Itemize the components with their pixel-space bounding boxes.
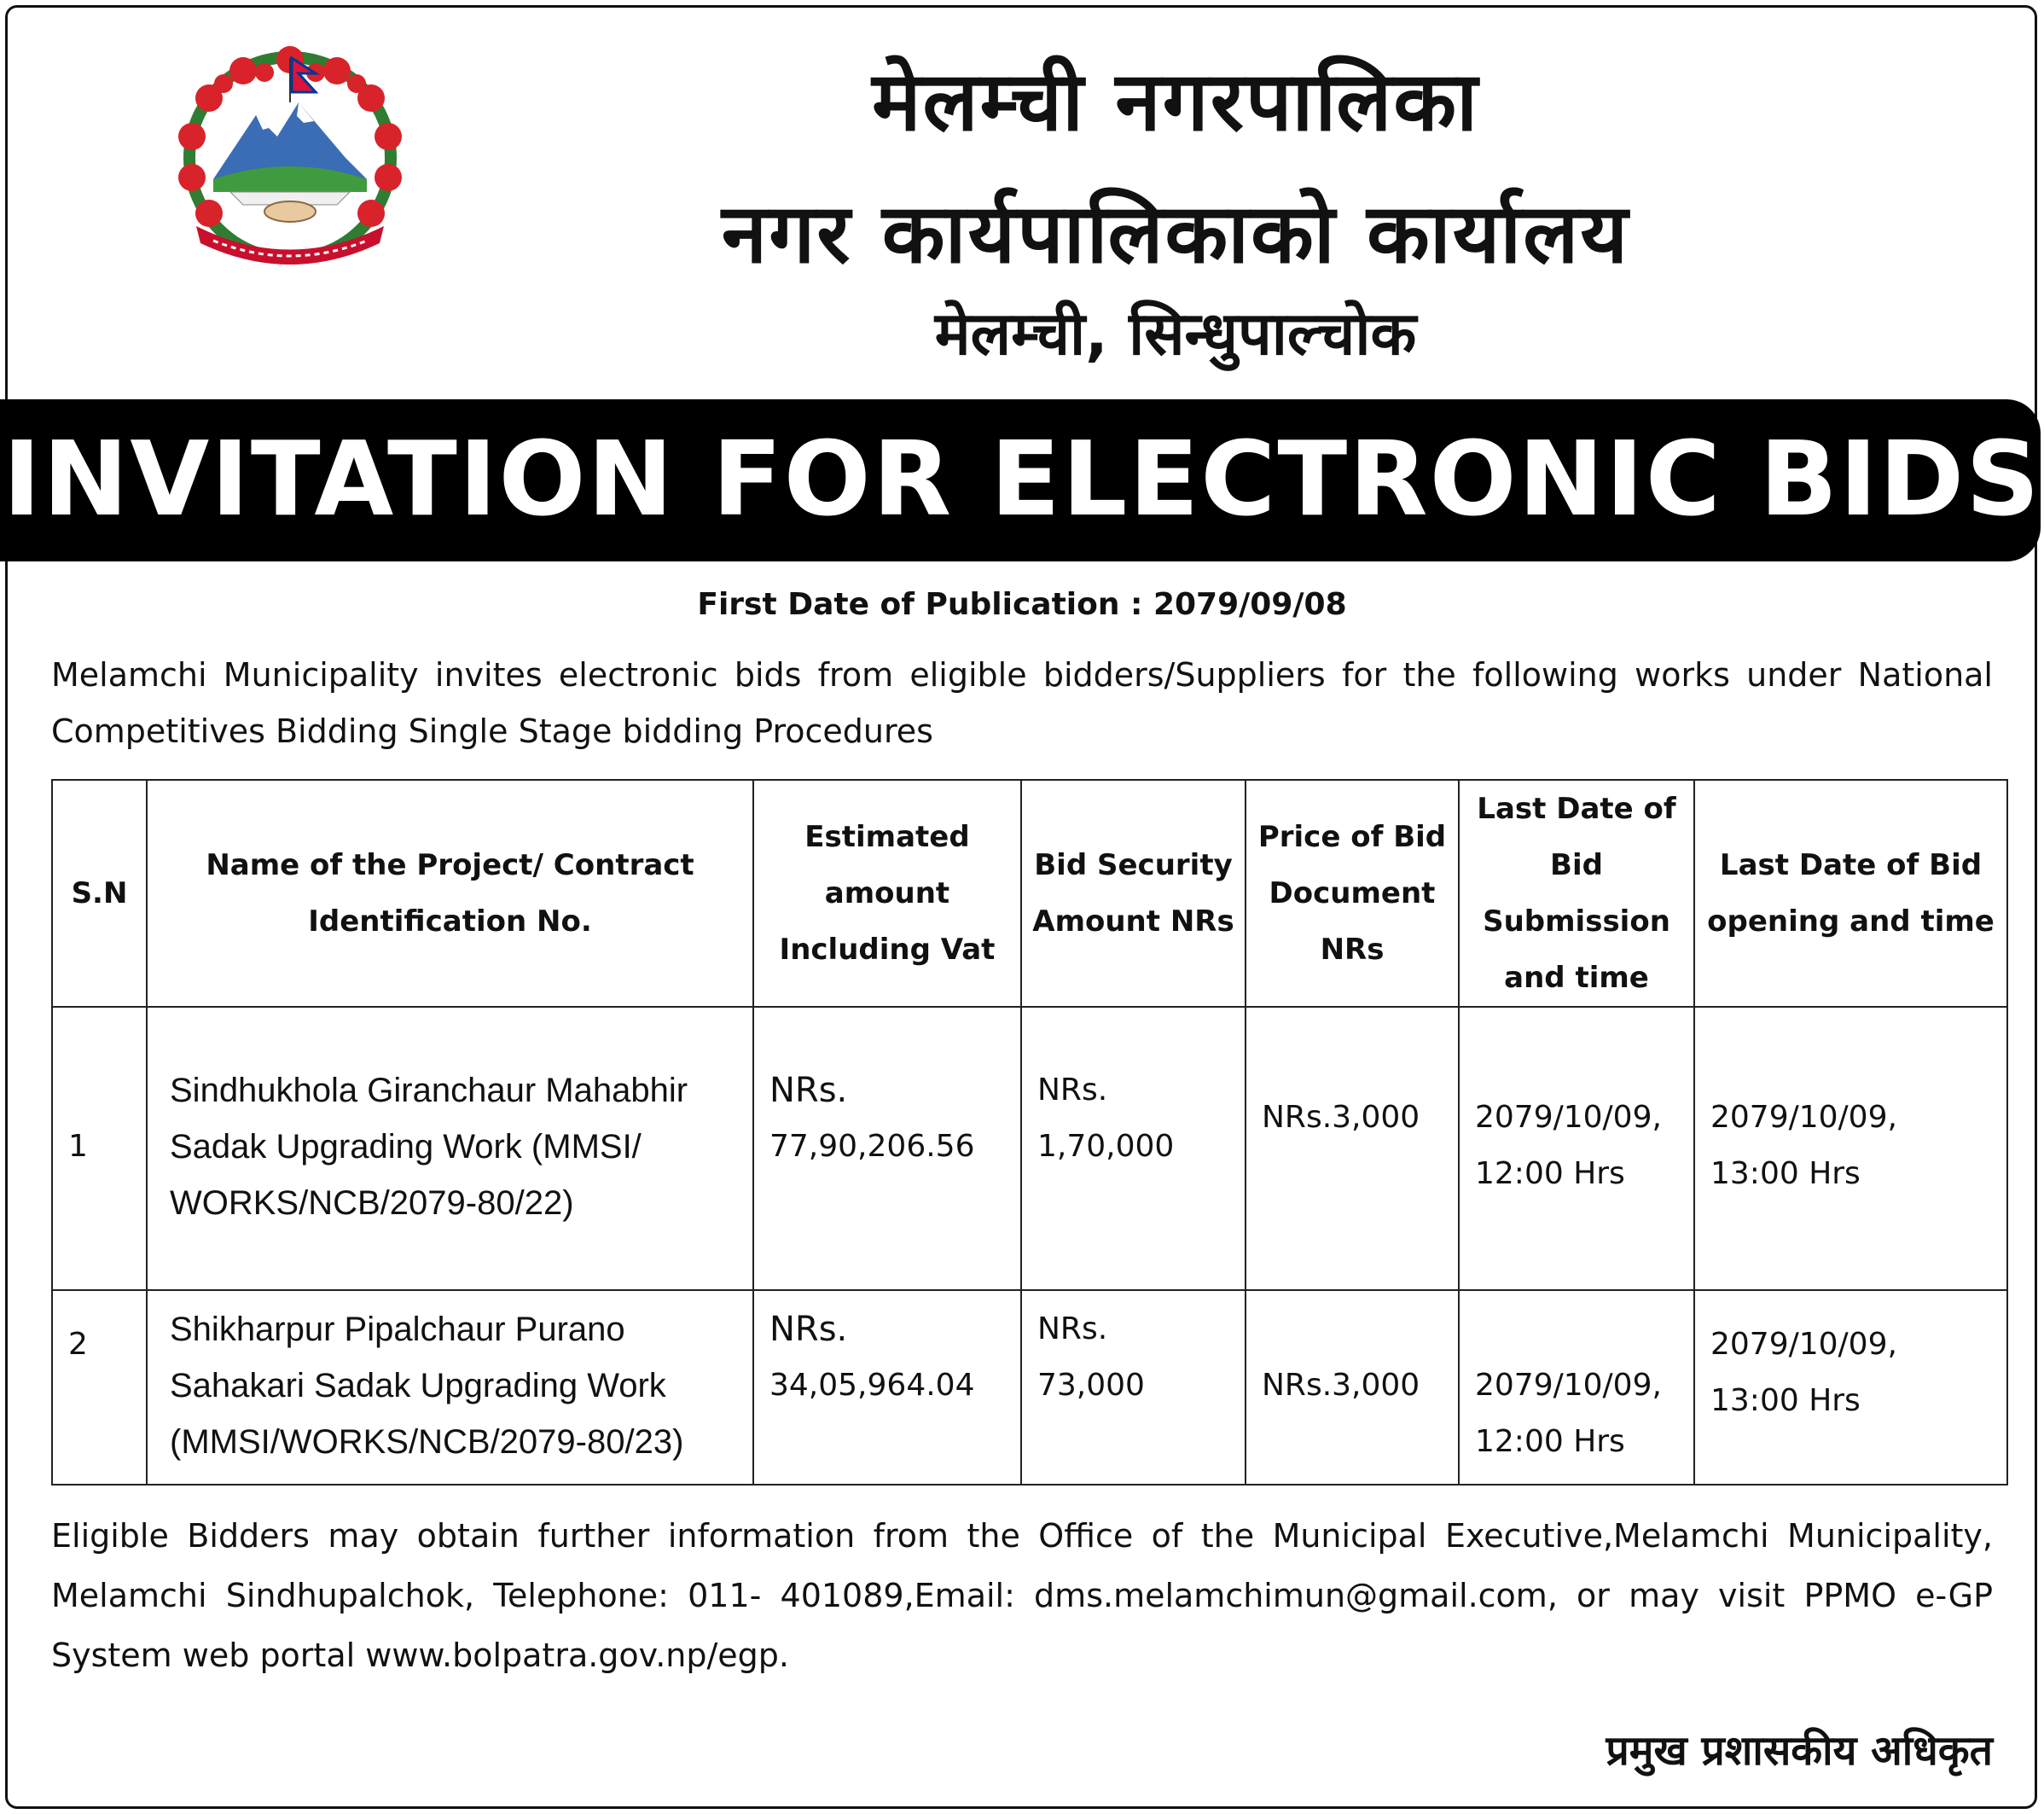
estimate-value: 77,90,206.56 bbox=[769, 1129, 975, 1164]
security-label: NRs. bbox=[1037, 1073, 1108, 1108]
office-name: नगर कार्यपालिकाको कार्यालय bbox=[721, 186, 1630, 282]
table-row bbox=[52, 1007, 2007, 1290]
cell-estimate bbox=[753, 1290, 1021, 1485]
header-estimate: Estimated amount Including Vat bbox=[753, 780, 1021, 1007]
security-value: 73,000 bbox=[1037, 1368, 1145, 1403]
estimate-value: 34,05,964.04 bbox=[769, 1368, 975, 1403]
security-value: 1,70,000 bbox=[1037, 1129, 1175, 1164]
signature: प्रमुख प्रशासकीय अधिकृत bbox=[1606, 1727, 1993, 1775]
cell-estimate bbox=[753, 1007, 1021, 1290]
estimate-label: NRs. bbox=[769, 1310, 848, 1349]
municipality-name: मेलम्ची नगरपालिका bbox=[872, 54, 1479, 149]
cell-opening: 2079/10/09, 13:00 Hrs bbox=[1694, 1290, 2007, 1485]
cell-price: NRs.3,000 bbox=[1246, 1007, 1459, 1290]
table-row bbox=[52, 1290, 2007, 1485]
cell-opening: 2079/10/09, 13:00 Hrs bbox=[1694, 1007, 2007, 1290]
header-project: Name of the Project/ Contract Identification No. bbox=[147, 780, 753, 1007]
cell-price: NRs.3,000 bbox=[1246, 1290, 1459, 1485]
publication-date: First Date of Publication : 2079/09/08 bbox=[697, 587, 1347, 622]
cell-project: Sindhukhola Giranchaur Mahabhir Sadak Upgrading Work (MMSI/ WORKS/NCB/2079-80/22) bbox=[147, 1007, 753, 1290]
footer-paragraph: Eligible Bidders may obtain further information from the Office of the Municipal Executive,Melamchi Municipality, Melamchi Sindhupalchok, Telephone: 011- 401089,Email: dms.melamchimun@gmail.com, or may visit PPMO e-GP System web portal www.bolpatra.gov.np/egp. bbox=[51, 1517, 1993, 1674]
cell-submission: 2079/10/09, 12:00 Hrs bbox=[1459, 1290, 1694, 1485]
header-opening: Last Date of Bid opening and time bbox=[1694, 780, 2007, 1007]
cell-security bbox=[1021, 1007, 1246, 1290]
office-location: मेलम्ची, सिन्धुपाल्चोक bbox=[934, 299, 1417, 369]
header-submission: Last Date of Bid Submission and time bbox=[1459, 780, 1694, 1007]
intro-paragraph: Melamchi Municipality invites electronic bids from eligible bidders/Suppliers for the following works under National Competitives Bidding Single Stage bidding Procedures bbox=[51, 656, 1993, 750]
cell-sn: 2 bbox=[52, 1290, 147, 1485]
header-sn: S.N bbox=[52, 780, 147, 1007]
cell-security bbox=[1021, 1290, 1246, 1485]
notice-title: INVITATION FOR ELECTRONIC BIDS bbox=[3, 421, 2041, 539]
cell-sn: 1 bbox=[52, 1007, 147, 1290]
security-label: NRs. bbox=[1037, 1311, 1108, 1346]
header-price: Price of Bid Document NRs bbox=[1246, 780, 1459, 1007]
cell-submission: 2079/10/09, 12:00 Hrs bbox=[1459, 1007, 1694, 1290]
header-security: Bid Security Amount NRs bbox=[1021, 780, 1246, 1007]
table-header-row bbox=[52, 780, 2007, 1007]
cell-project: Shikharpur Pipalchaur Purano Sahakari Sadak Upgrading Work (MMSI/WORKS/NCB/2079-80/23) bbox=[147, 1290, 753, 1485]
estimate-label: NRs. bbox=[769, 1071, 848, 1110]
bids-table bbox=[51, 779, 2008, 1486]
